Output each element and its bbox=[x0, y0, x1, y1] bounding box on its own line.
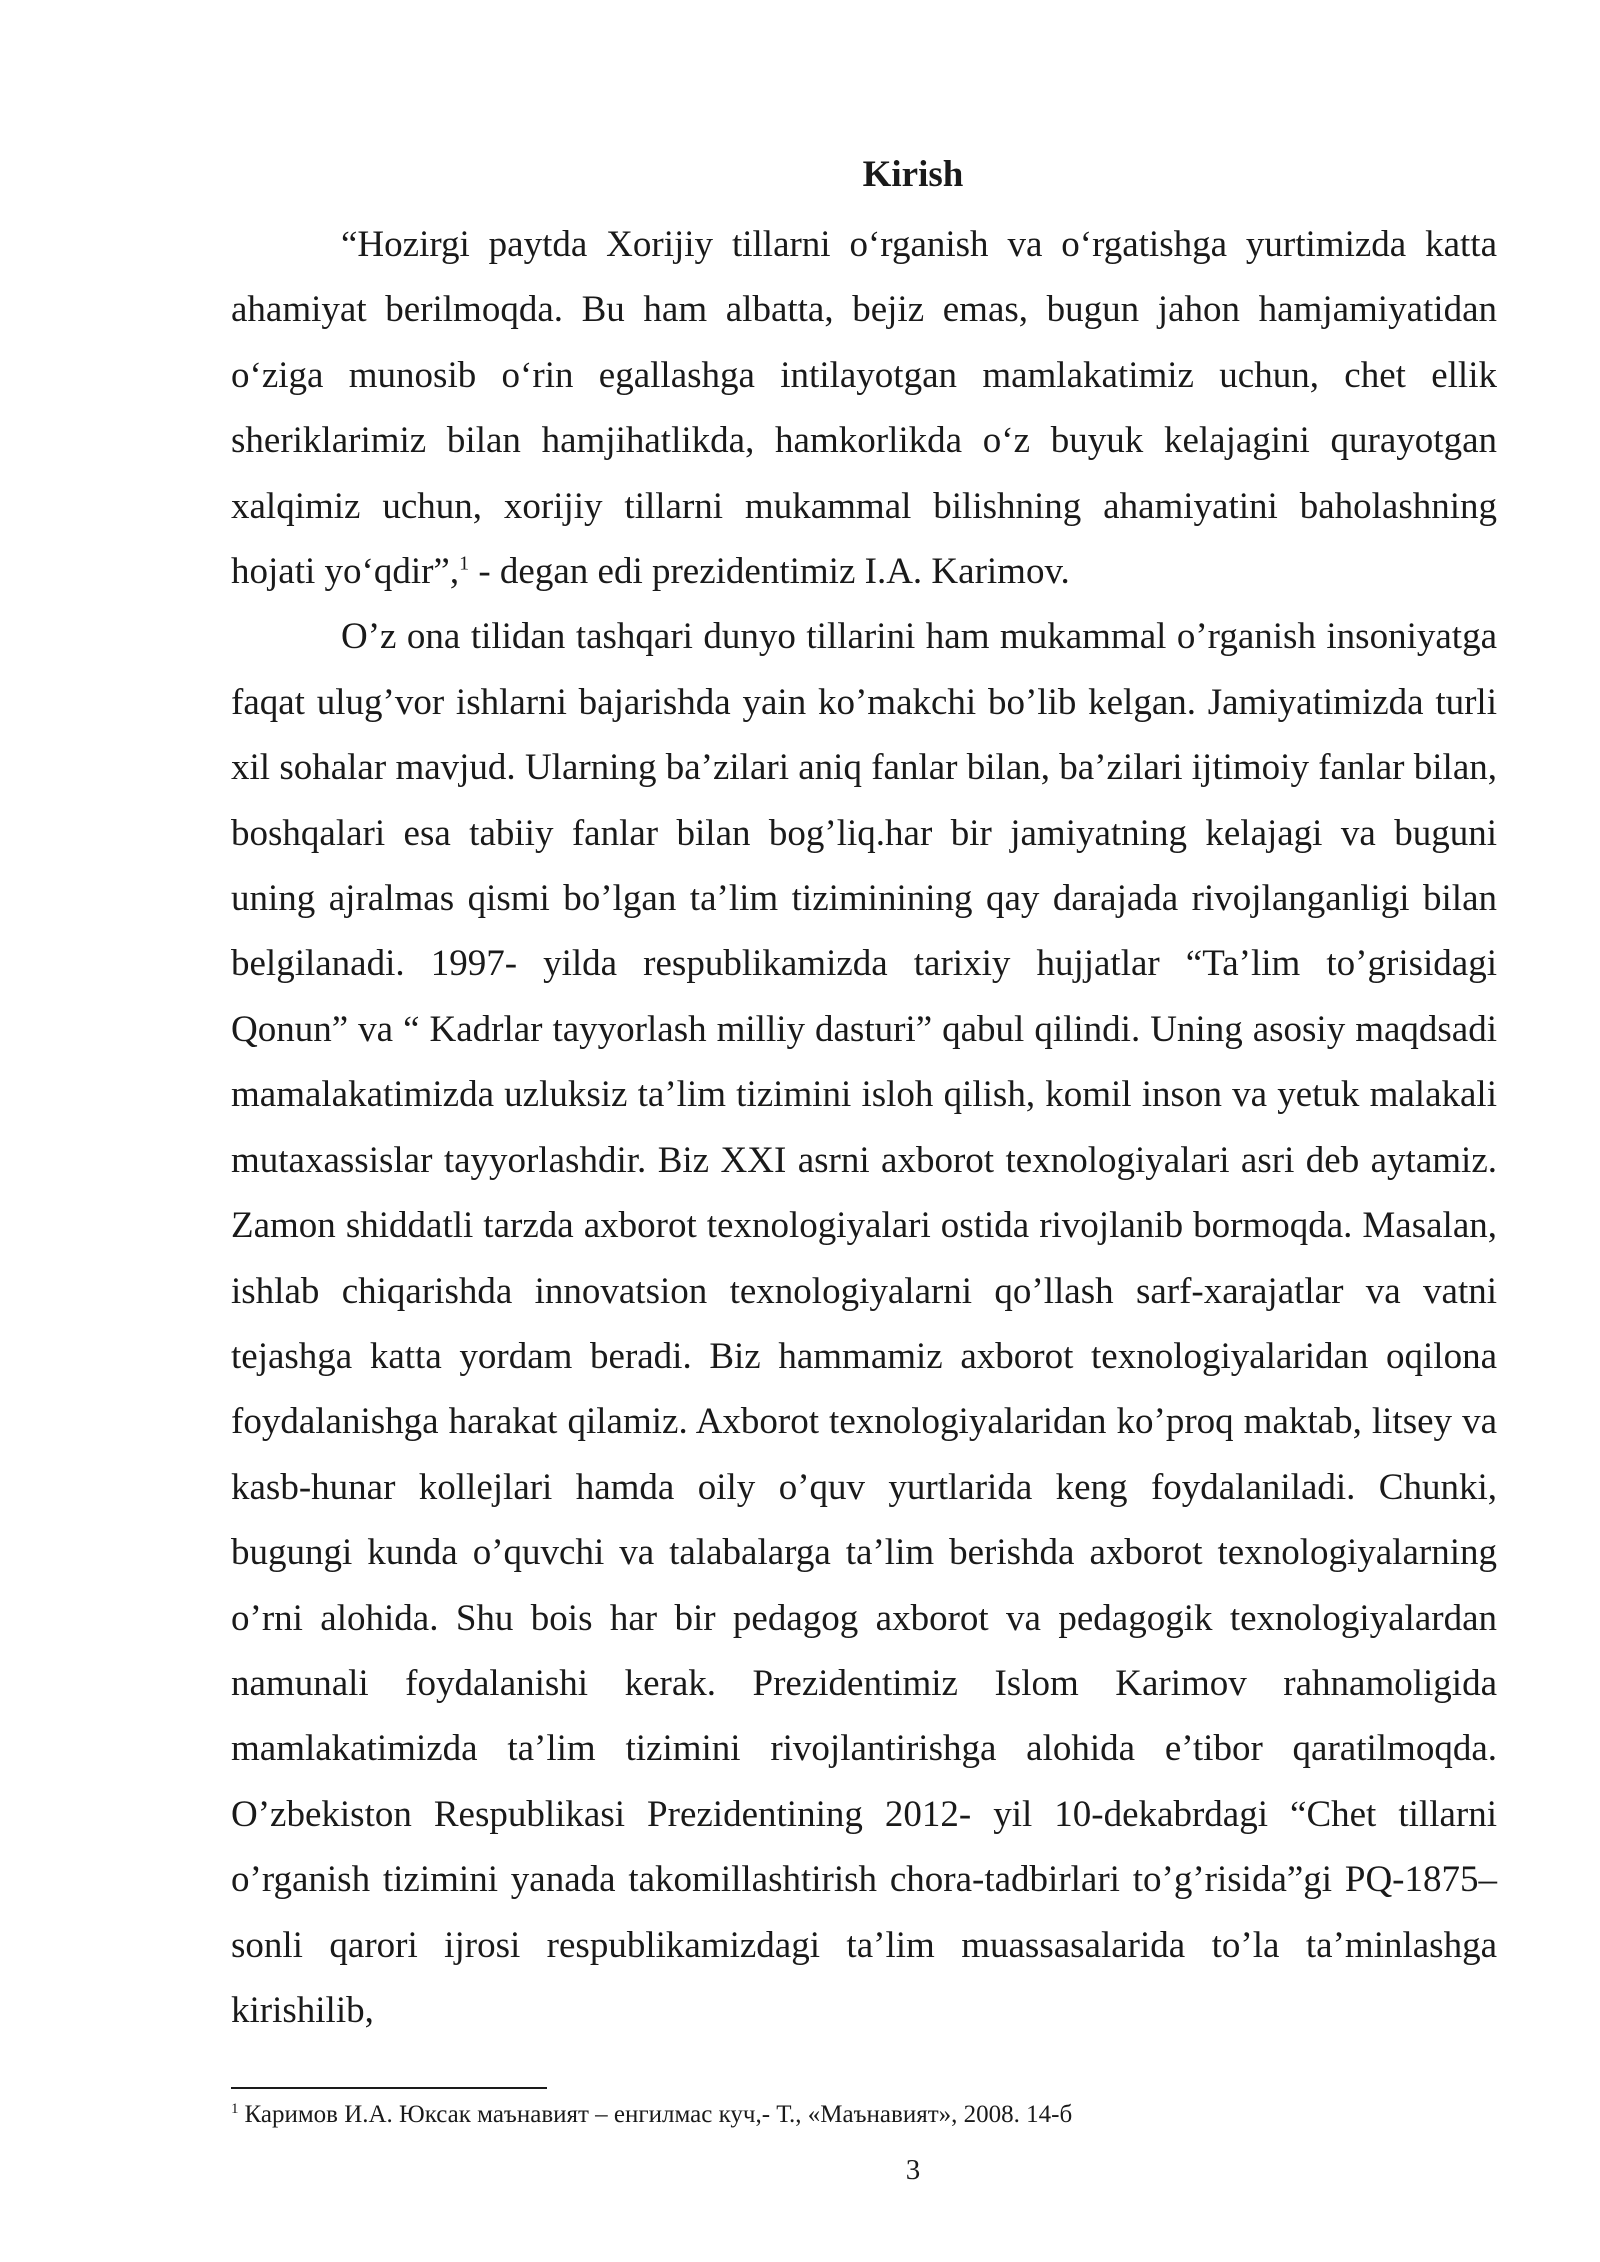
footnote bbox=[231, 2098, 1497, 2132]
quote-attribution: - degan edi prezidentimiz I.A. Karimov. bbox=[469, 551, 1070, 593]
page-number: 3 bbox=[905, 2154, 921, 2186]
paragraph-main: O’z ona tilidan tashqari dunyo tillarini ham mukammal o’rganish insoniyatga faqat ulug’vor ishlarni bajarishda yain ko’makchi bo’lib kelgan. Jamiyatimizda turli xil sohalar mavjud. Ularning ba’zilari aniq fanlar bilan, ba’zilari ijtimoiy fanlar bilan, boshqalari esa tabiiy fanlar bilan bog’liq.har bir jamiyatning kelajagi va buguni uning ajralmas qismi bo’lgan ta’lim tiziminining qay darajada rivojlanganligi bilan belgilanadi. 1997- yilda respublikamizda tarixiy hujjatlar “Ta’lim to’grisidagi Qonun” va “ Kadrlar tayyorlash milliy dasturi” qabul qilindi. Uning asosiy maqdsadi mamalakatimizda uzluksiz ta’lim tizimini isloh qilish, komil inson va yetuk malakali mutaxassislar tayyorlashdir. Biz XXI asrni axborot texnologiyalari asri deb aytamiz. Zamon shiddatli tarzda axborot texnologiyalari ostida rivojlanib bormoqda. Masalan, ishlab chiqarishda innovatsion texnologiyalarni qo’llash sarf-xarajatlar va vatni tejashga katta yordam beradi. Biz hammamiz axborot texnologiyalaridan oqilona foydalanishga harakat qilamiz. Axborot texnologiyalaridan ko’proq maktab, litsey va kasb-hunar kollejlari hamda oily o’quv yurtlarida keng foydalaniladi. Chunki, bugungi kunda o’quvchi va talabalarga ta’lim berishda axborot texnologiyalarning o’rni alohida. Shu bois har bir pedagog axborot va pedagogik texnologiyalardan namunali foydalanishi kerak. Prezidentimiz Islom Karimov rahnamoligida mamlakatimizda ta’lim tizimini rivojlantirishga alohida e’tibor qaratilmoqda. O’zbekiston Respublikasi Prezidentining 2012- yil 10-dekabrdagi “Chet tillarni o’rganish tizimini yanada takomillashtirish chora-tadbirlari to’g’risida”gi PQ-1875–sonli qarori ijrosi respublikamizdagi ta’lim muassasalarida to’la ta’minlashga kirishilib, bbox=[231, 616, 1497, 2031]
paragraph-quote bbox=[231, 212, 1497, 604]
footnote-text: Каримов И.А. Юксак маънавият – енгилмас куч,- Т., «Маънавият», 2008. 14-б bbox=[244, 2101, 1073, 2128]
section-heading: Kirish bbox=[862, 154, 964, 195]
footnote-reference[interactable]: 1 bbox=[459, 552, 470, 575]
body-text bbox=[231, 212, 1497, 2043]
quote-text: “Hozirgi paytda Xorijiy tillarni o‘rganish va o‘rgatishga yurtimizda katta ahamiyat berilmoqda. Bu ham albatta, bejiz emas, bugun jahon hamjamiyatidan o‘ziga munosib o‘rin egallashga intilayotgan mamlakatimiz uchun, chet ellik sheriklarimiz bilan hamjihatlikda, hamkorlikda o‘z buyuk kelajagini qurayotgan xalqimiz uchun, xorijiy tillarni mukammal bilishning ahamiyatini baholashning hojati yo‘qdir”, bbox=[231, 224, 1497, 593]
footnote-separator bbox=[231, 2087, 547, 2089]
footnote-number: 1 bbox=[231, 2100, 239, 2117]
